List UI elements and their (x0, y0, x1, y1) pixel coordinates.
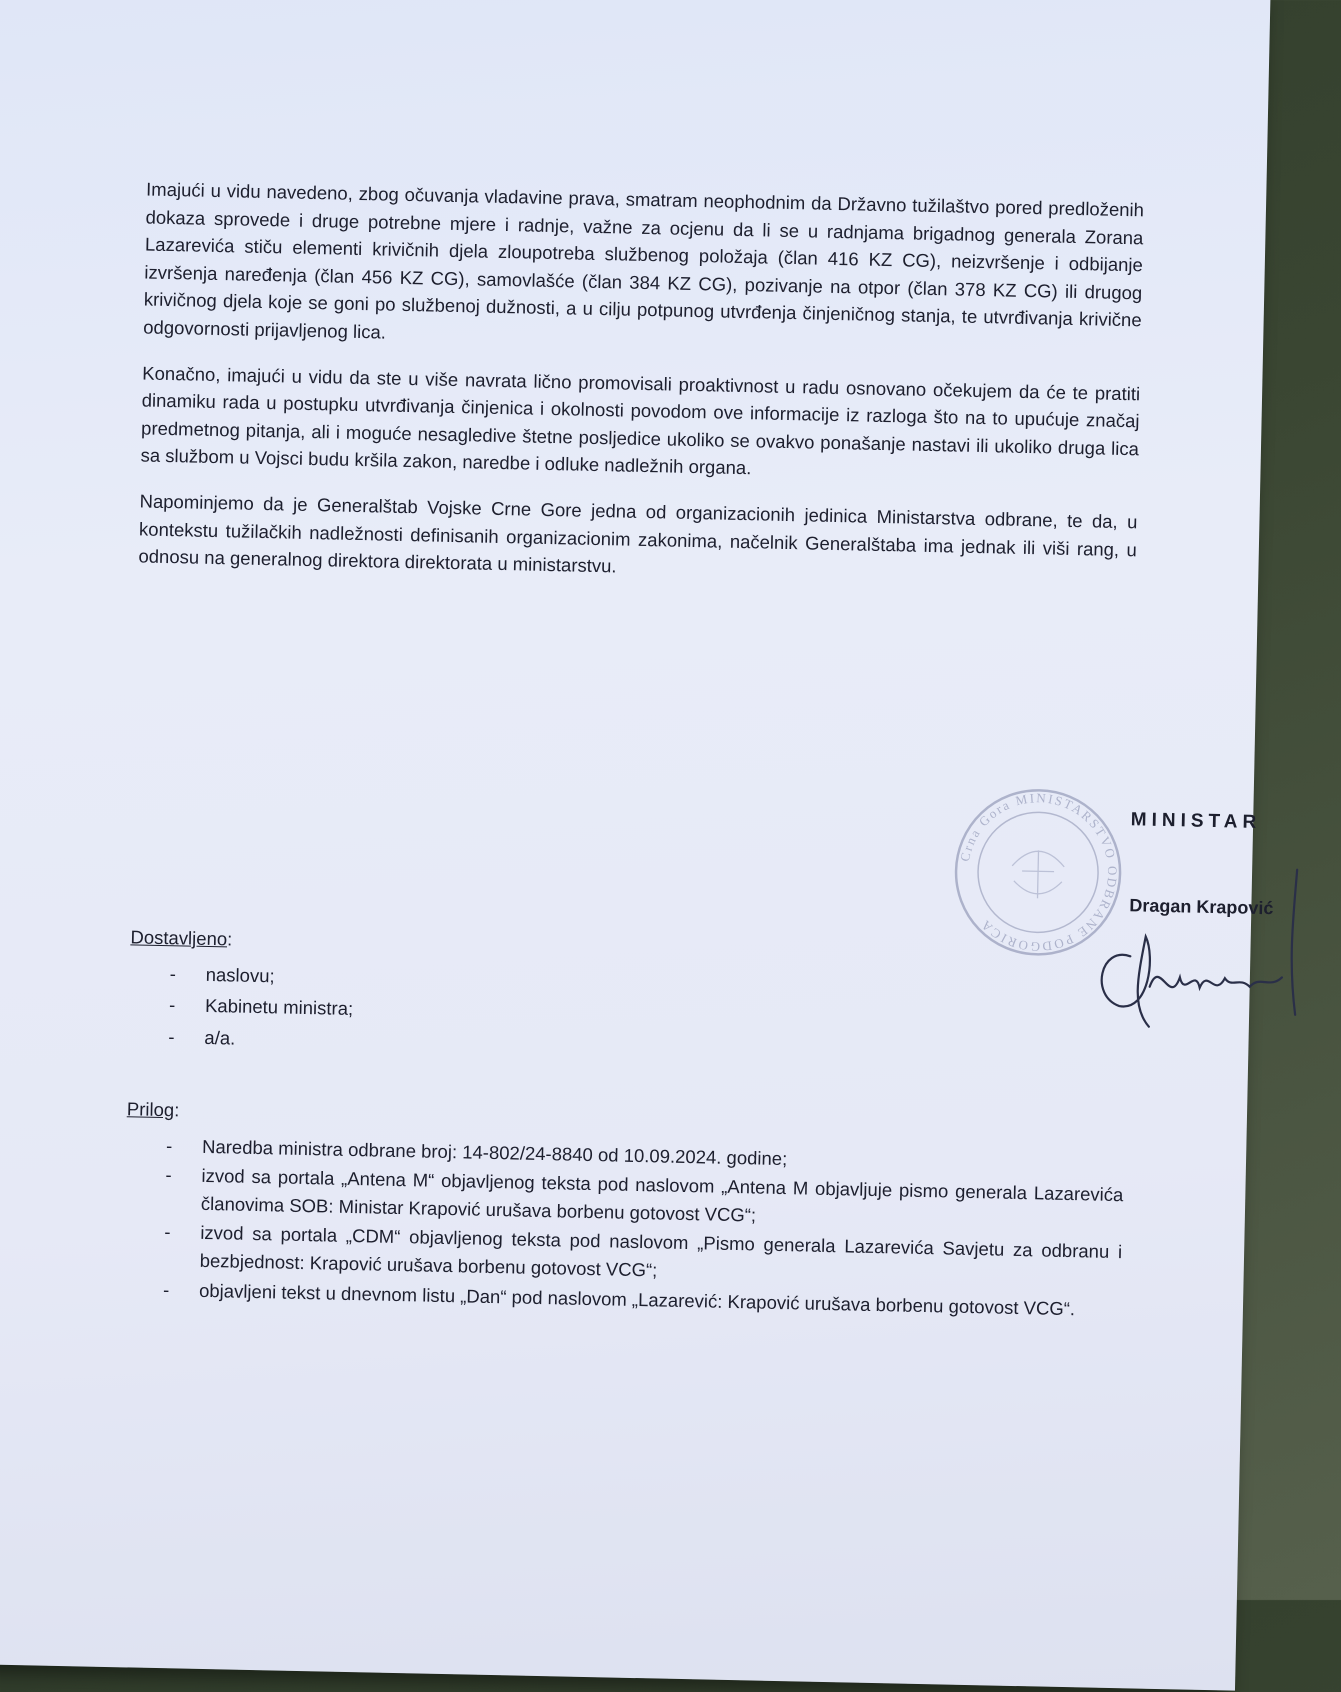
attachments-heading: Prilog (126, 1098, 175, 1121)
document-body (126, 176, 1274, 1319)
minister-name: Dragan Krapović (1129, 895, 1274, 919)
list-item: - a/a. (168, 1025, 236, 1049)
list-item: - naslovu; (169, 962, 275, 986)
list-item: - izvod sa portala „Antena M“ objavljenog teksta pod naslovom „Antena M objavljuje pismo generala Lazarevića članovima SOB: Ministar Krapović urušava borbenu gotovost VCG“; (165, 1164, 1124, 1226)
list-item: - Naredba ministra odbrane broj: 14-802/24-8840 od 10.09.2024. godine; (165, 1134, 788, 1169)
paragraph-2: Konačno, imajući u vidu da ste u više navrata lično promovisali proaktivnost u radu osnovano očekujem da će te pratiti dinamiku rada u postupku utvrđivanja činjenica i okolnosti povodom ove informacije iz razloga što na to upućuje značaj predmetnog pitanja, ali i moguće nesagledive štetne posljedice ukoliko se ovakvo ponašanje nastavi ili ukoliko druga lica sa službom u Vojsci budu kršila zakon, naredbe i odluke nadležnih organa. (140, 362, 1141, 479)
paragraph-3: Napominjemo da je Generalštab Vojske Crne Gore jedna od organizacionih jedinica Ministarstva odbrane, te da, u kontekstu tužilačkih nadležnosti definisanih organizacionim zakonima, načelnik Generalštaba ima jednak ili viši rang, u odnosu na generalnog direktora direktorata u ministarstvu. (138, 490, 1138, 577)
delivered-heading: Dostavljeno (130, 926, 228, 950)
minister-title: MINISTAR (1130, 809, 1262, 833)
delivered-list (128, 959, 1128, 1071)
list-item: - objavljeni tekst u dnevnom listu „Dan“ pod naslovom „Lazarević: Krapović urušava borbenu gotovost VCG“. (162, 1278, 1076, 1319)
svg-text:Crna Gora MINISTARSTVO ODBRANE: Crna Gora MINISTARSTVO ODBRANE PODGORICA (956, 790, 1121, 955)
list-item: - Kabinetu ministra; (168, 994, 354, 1020)
attachments-section: Prilog: - Naredba ministra odbrane broj: 14-802/24-8840 od 10.09.2024. godine; - izvod sa portala „Antena M“ objavljenog teksta pod naslovom „Antena M objavljuje pismo generala Lazarevića članovima SOB: Ministar Krapović urušava borbenu gotovost VCG“; - izvod sa portala „CDM“ objavljenog teksta pod naslovom „Pismo generala Lazarevića Savjetu za odbranu i bezbjednost: Krapović urušava borbenu gotovost VCG“; - objavljeni tekst u dnevnom listu „Dan“ pod naslovom „Lazarević: Krapović urušava borbenu gotovost VCG“. (123, 1095, 1125, 1325)
delivered-section: Dostavljeno: - naslovu; - Kabinetu ministra; - a/a. (128, 923, 1129, 1074)
list-item: - izvod sa portala „CDM“ objavljenog teksta pod naslovom „Pismo generala Lazarevića Savjetu za odbranu i bezbjednost: Krapović urušava borbenu gotovost VCG“; (164, 1221, 1123, 1281)
paragraph-1: Imajući u vidu navedeno, zbog očuvanja vladavine prava, smatram neophodnim da Državno tužilaštvo pored predloženih dokaza sprovede i druge potrebne mjere i radnje, važne za ocjenu da li se u radnjama brigadnog generala Zorana Lazarevića stiču elementi krivičnih djela zloupotreba službenog položaja (član 416 KZ CG), neizvršenje i odbijanje izvršenja naređenja (član 456 KZ CG), samovlašće (član 384 KZ CG), pozivanje na otpor (član 378 KZ CG) ili drugog krivičnog djela koje se goni po službenoj dužnosti, a u cilju potpunog utvrđenja činjeničnog stanja, te utvrđivanja krivične odgovornosti prijavljenog lica. (143, 178, 1145, 343)
attachments-list (123, 1131, 1124, 1323)
